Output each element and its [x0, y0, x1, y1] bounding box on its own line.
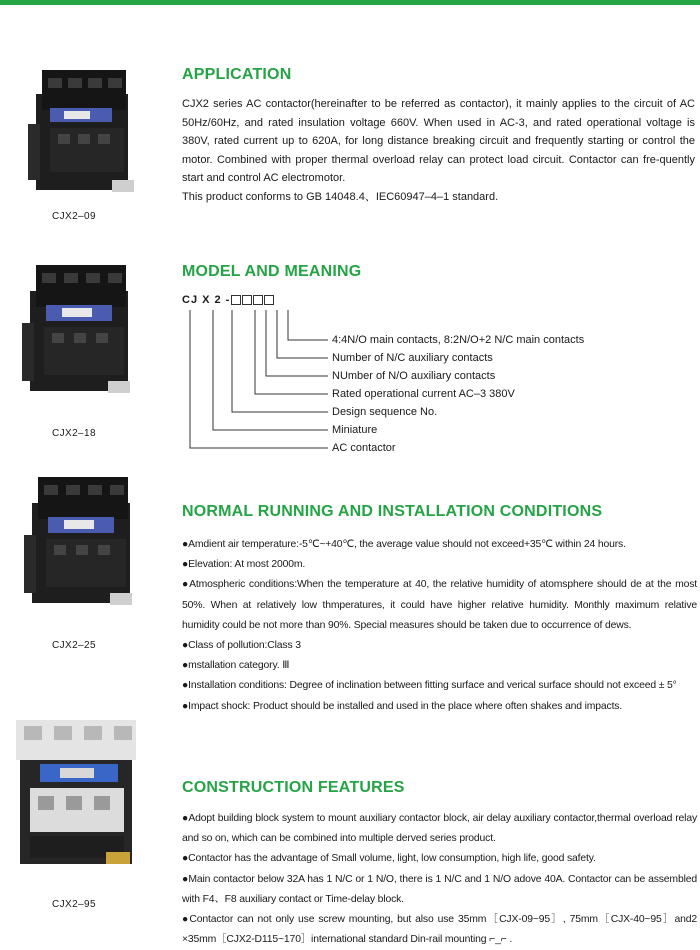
product-caption: CJX2–09: [52, 211, 96, 222]
condition-item: ●mstallation category. Ⅲ: [182, 660, 290, 672]
model-desc-ac-contactor: AC contactor: [332, 442, 396, 454]
application-standard: This product conforms to GB 14048.4、IEC60947–4–1 standard.: [182, 190, 499, 203]
conditions-heading: NORMAL RUNNING AND INSTALLATION CONDITIONS: [182, 503, 603, 520]
model-desc-rated-current: Rated operational current AC–3 380V: [332, 388, 515, 400]
model-heading: MODEL AND MEANING: [182, 263, 362, 280]
construction-item: ●Adopt building block system to mount auxiliary contactor block, air delay auxiliary contactor,thermal overload relay and so on, which can be combined into multiple derved series product.: [182, 813, 697, 845]
product-image-cjx2-09: [28, 68, 136, 196]
condition-item: ●Installation conditions: Degree of inclination between fitting surface and verical surface should not exceed ± 5°: [182, 680, 677, 692]
top-accent-bar: [0, 0, 700, 5]
application-paragraph: CJX2 series AC contactor(hereinafter to be referred as contactor), it mainly applies to the circuit of AC 50Hz/60Hz, and rated insulation voltage 660V. When used in AC-3, and rated operational voltage is 380V, rated current up to 620A, for long distance breaking circuit and frequently starting or control the motor. Combined with proper thermal overload relay can protect load circuit. Contactor can fre-quently start and control AC electromotor.: [182, 98, 695, 185]
product-caption: CJX2–25: [52, 640, 96, 651]
condition-item: ●Impact shock: Product should be installed and used in the place where often shakes and impacts.: [182, 700, 623, 712]
product-caption: CJX2–95: [52, 899, 96, 910]
model-code-box: [253, 295, 263, 305]
product-image-cjx2-18: [22, 263, 132, 395]
product-image-cjx2-95: [10, 712, 142, 868]
application-heading: APPLICATION: [182, 66, 292, 83]
model-code-box: [242, 295, 252, 305]
model-bracket-lines: [180, 308, 330, 452]
model-desc-no-aux: NUmber of N/O auxiliary contacts: [332, 370, 496, 382]
conditions-list: [182, 535, 697, 717]
product-image-cjx2-25: [24, 475, 134, 607]
model-code-box: [231, 295, 241, 305]
product-caption: CJX2–18: [52, 428, 96, 439]
model-code: [182, 294, 274, 306]
model-desc-design-sequence: Design sequence No.: [332, 406, 438, 418]
model-code-prefix: CJ X 2 -: [182, 294, 231, 306]
application-body: [182, 95, 695, 207]
model-desc-nc-aux: Number of N/C auxiliary contacts: [332, 352, 493, 364]
construction-item: ●Main contactor below 32A has 1 N/C or 1 N/O, there is 1 N/C and 1 N/O adove 40A. Contactor can be assembled with F4、F8 auxiliary contact or Time-delay block.: [182, 873, 697, 905]
condition-item: ●Atmospheric conditions:When the temperature at 40, the relative humidity of atomsphere should de at the most 50%. When at relatively low thmperatures, it could have higher relative humidity. Monthly maximum relative humidity could be not more than 90%. Special measures should be taken due to occurrence of dews.: [182, 579, 697, 631]
construction-heading: CONSTRUCTION FEATURES: [182, 779, 405, 796]
condition-item: ●Class of pollution:Class 3: [182, 640, 301, 652]
model-desc-main-contacts: 4:4N/O main contacts, 8:2N/O+2 N/C main contacts: [332, 334, 585, 346]
model-code-box: [264, 295, 274, 305]
construction-item: ●Contactor has the advantage of Small volume, light, low consumption, high life, good safety.: [182, 853, 596, 865]
construction-item: ●Contactor can not only use screw mounting, but also use 35mm［CJX-09~95］, 75mm［CJX-40~95］and2 ×35mm［CJX2-D115~170］international standard Din-rail mounting ⌐_⌐ .: [182, 914, 697, 946]
condition-item: ●Amdient air temperature:-5℃~+40℃, the average value should not exceed+35℃ within 24 hours.: [182, 539, 626, 550]
condition-item: ●Elevation: At most 2000m.: [182, 559, 306, 571]
construction-list: [182, 809, 697, 950]
model-desc-miniature: Miniature: [332, 424, 378, 436]
